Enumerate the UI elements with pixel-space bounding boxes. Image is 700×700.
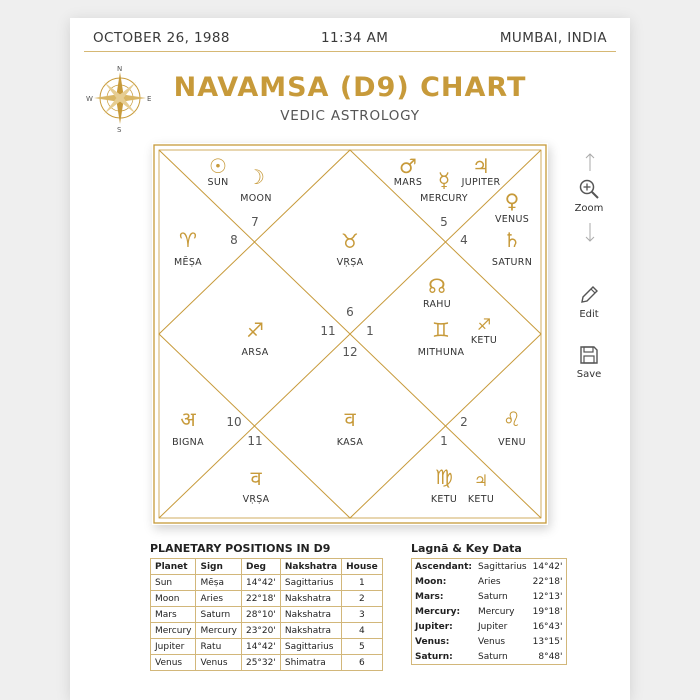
venus-label: VENUS [494,214,530,225]
key-data-title: Lagnā & Key Data [411,542,522,555]
table-row [151,591,383,607]
cell: Sagittarius [280,639,341,655]
vrsa-bottom-icon: व [250,466,262,490]
cell: 5 [342,639,383,655]
floppy-disk-icon [578,344,600,366]
cell: 6 [342,655,383,671]
cell: Saturn [478,651,508,662]
vrsa-top-label: VṚṢA [336,257,364,268]
mercury-icon: ☿ [437,168,451,192]
cell: Aries [196,591,241,607]
compass-e: E [147,95,152,103]
cell: Sagittarius [280,575,341,591]
table-row [151,607,383,623]
cell: 14°42' [532,561,563,572]
cell: Venus: [415,636,450,647]
rahu-label: RAHU [422,299,452,310]
venus-icon: ♀ [504,189,520,213]
cell: Venus [151,655,196,671]
edit-label: Edit [579,309,599,320]
cell: Jupiter [478,621,508,632]
venu-icon: ♌ [503,407,521,431]
navamsa-chart[interactable] [152,143,548,525]
scroll-up-icon[interactable] [583,152,597,172]
pencil-icon [578,284,600,306]
edit-button[interactable] [566,284,612,320]
house-number: 11 [320,324,336,338]
cell: Moon: [415,576,447,587]
moon-icon: ☽ [247,165,265,189]
house-number: 8 [230,233,238,247]
birth-place: MUMBAI, INDIA [499,30,607,46]
cell: Moon [151,591,196,607]
column-header: Planet [151,559,196,575]
compass-s: S [117,126,122,132]
house-number: 5 [440,215,448,229]
cell: 12°13' [532,591,563,602]
ketu-mid-label: KETU [470,335,498,346]
mithuna-icon: ♊ [432,318,450,342]
ketu-bottom-label: KETU [430,494,458,505]
venu-label: VENU [498,437,526,448]
cell: Saturn [478,591,508,602]
cell: Shimatra [280,655,341,671]
cell: Mars: [415,591,444,602]
positions-table [150,558,383,671]
mesa-icon: ♈ [179,228,197,252]
cell: Mercury [478,606,515,617]
cell: 14°42' [241,639,280,655]
arsa-icon: ♐ [246,318,264,342]
cell: 13°15' [532,636,563,647]
page-title: NAVAMSA (D9) CHART [173,72,527,103]
house-number: 7 [251,215,259,229]
table-header-row [151,559,383,575]
mercury-label: MERCURY [420,193,468,204]
save-button[interactable] [566,344,612,380]
cell: 16°43' [532,621,563,632]
cell: Venus [478,636,506,647]
cell: Venus [196,655,241,671]
column-header: House [342,559,383,575]
house-number: 2 [460,415,468,429]
table-row [151,623,383,639]
vrsa-top-icon: ♉ [341,229,359,253]
table-row [412,559,567,575]
bigna-label: BIGNA [172,437,204,448]
cell: Aries [478,576,501,587]
column-header: Deg [241,559,280,575]
header-divider [84,51,616,52]
cell: Mēṣa [196,575,241,591]
column-header: Sign [196,559,241,575]
table-row [412,574,567,589]
cell: 22°18' [241,591,280,607]
mithuna-label: MITHUNA [417,347,465,358]
saturn-label: SATURN [491,257,533,268]
zoom-in-icon [578,178,600,200]
cell: Jupiter: [415,621,453,632]
ketu-jupiter-label: KETU [467,494,495,505]
cell: 4 [342,623,383,639]
compass-w: W [86,95,93,103]
house-number: 4 [460,233,468,247]
column-header: Nakshatra [280,559,341,575]
table-row [412,634,567,649]
cell: 14°42' [241,575,280,591]
table-row [412,619,567,634]
house-number: 1 [440,434,448,448]
zoom-button[interactable] [566,178,612,214]
sun-icon: ☉ [209,154,227,178]
ketu-jupiter-icon: ♃ [473,471,489,490]
ketu-mid-icon: ♐ [476,315,492,334]
positions-title: PLANETARY POSITIONS IN D9 [150,542,331,555]
sun-label: SUN [207,177,229,188]
cell: 22°18' [532,576,563,587]
house-number: 12 [342,345,358,359]
cell: 25°32' [241,655,280,671]
house-number: 1 [366,324,374,338]
cell: 1 [342,575,383,591]
table-row [151,575,383,591]
cell: Mars [151,607,196,623]
kasa-icon: व [344,407,356,431]
cell: 19°18' [532,606,563,617]
house-number: 6 [346,305,354,319]
mesa-label: MĒṢA [174,257,202,268]
cell: Jupiter [151,639,196,655]
moon-label: MOON [240,193,272,204]
mars-icon: ♂ [399,154,417,178]
table-row [412,649,567,665]
table-row [412,589,567,604]
page-subtitle: VEDIC ASTROLOGY [280,108,420,124]
jupiter-icon: ♃ [472,154,490,178]
save-label: Save [576,369,602,380]
saturn-icon: ♄ [503,228,521,252]
kasa-label: KASA [336,437,364,448]
cell: Sun [151,575,196,591]
house-number: 10 [226,415,242,429]
cell: Mercury: [415,606,461,617]
cell: Saturn [196,607,241,623]
ketu-bottom-icon: ♍ [435,465,453,489]
table-row [412,604,567,619]
jupiter-label: JUPITER [461,177,501,188]
cell: 23°20' [241,623,280,639]
cell: Mercury [196,623,241,639]
cell: 28°10' [241,607,280,623]
cell: Mercury [151,623,196,639]
vrsa-bottom-label: VṚṢA [242,494,270,505]
house-number: 11 [247,434,263,448]
cell: Ascendant: [415,561,472,572]
cell: Saturn: [415,651,453,662]
cell: 2 [342,591,383,607]
zoom-label: Zoom [574,203,604,214]
cell: 8°48' [538,651,563,662]
table-row [151,639,383,655]
compass-n: N [117,66,123,73]
cell: 3 [342,607,383,623]
mars-label: MARS [393,177,423,188]
key-data-table [411,558,567,665]
scroll-down-icon[interactable] [583,222,597,244]
cell: Nakshatra [280,591,341,607]
birth-time: 11:34 AM [321,30,389,46]
cell: Nakshatra [280,623,341,639]
cell: Nakshatra [280,607,341,623]
birth-date: OCTOBER 26, 1988 [93,30,230,46]
cell: Ratu [196,639,241,655]
rahu-icon: ☊ [428,274,446,298]
table-row [151,655,383,671]
cell: Sagittarius [478,561,527,572]
arsa-label: ARSA [241,347,269,358]
chart-grid [152,143,548,525]
bigna-icon: अ [180,407,196,431]
